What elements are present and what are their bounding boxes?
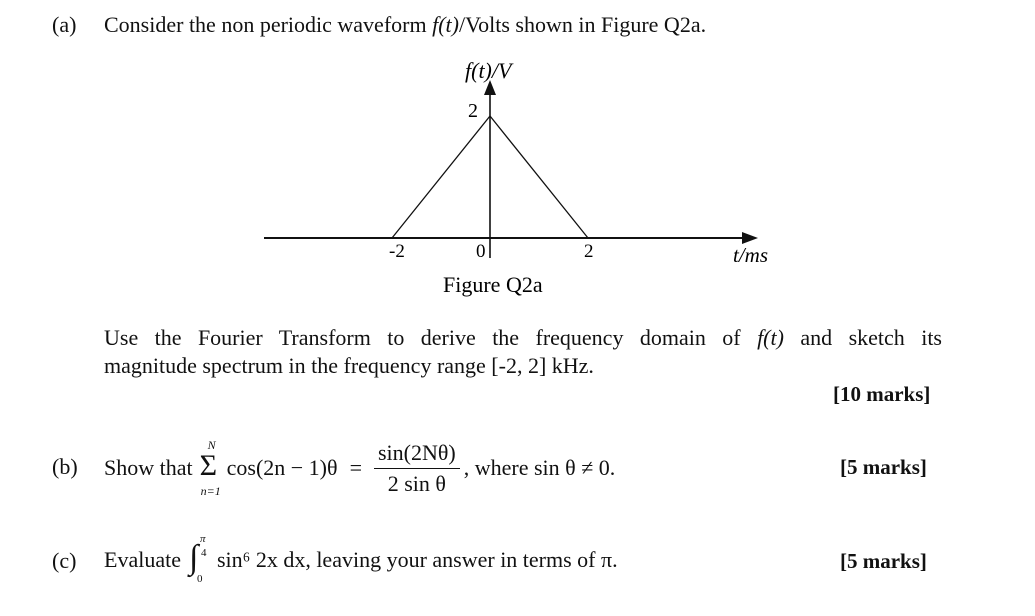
- qb-marks: [5 marks]: [840, 455, 927, 479]
- int-upper: π: [199, 533, 206, 545]
- sigma-icon: Σ: [199, 449, 218, 482]
- qc-line: [104, 532, 618, 588]
- qb-fraction: [374, 440, 460, 497]
- summation: [199, 438, 225, 498]
- qa-task-line1: [104, 325, 942, 351]
- qc-marks: [5 marks]: [840, 549, 927, 573]
- qa-marks: [10 marks]: [833, 382, 931, 406]
- qa-units: Volts shown in Figure Q2a.: [465, 12, 707, 37]
- qb-equals: =: [349, 455, 362, 480]
- qa-task-line2: magnitude spectrum in the frequency range [-2, 2] kHz.: [104, 353, 594, 378]
- qa-func: f(t): [432, 12, 459, 37]
- x-tick-0: 0: [476, 241, 486, 262]
- qc-label: (c): [52, 548, 77, 573]
- y-axis-label: f(t)/V: [465, 58, 512, 83]
- qa-task-b: and sketch its: [783, 325, 942, 350]
- x-axis-label: t/ms: [733, 243, 769, 267]
- x-tick-neg2: -2: [389, 241, 405, 262]
- int-upper-den: 4: [200, 547, 207, 559]
- integral: [189, 533, 209, 587]
- qc-integrand: sin⁶ 2x dx: [216, 547, 306, 572]
- qb-frac-den: 2 sin θ: [387, 470, 446, 496]
- qb-label: (b): [52, 454, 78, 479]
- qc-lead: Evaluate: [104, 547, 181, 572]
- qb-lead: Show that: [104, 455, 193, 480]
- figure-caption: Figure Q2a: [443, 272, 543, 297]
- qb-line: [104, 436, 615, 500]
- qa-task-func: f(t): [757, 325, 784, 350]
- qa-task-a: Use the Fourier Transform to derive the frequency domain of: [104, 325, 758, 350]
- qa-slash: /: [458, 12, 466, 37]
- sum-upper: N: [207, 438, 216, 452]
- qa-intro: Consider the non periodic waveform: [104, 12, 433, 37]
- int-lower: 0: [196, 573, 203, 585]
- x-tick-2: 2: [584, 241, 594, 262]
- peak-label: 2: [468, 100, 478, 122]
- qb-tail: , where sin θ ≠ 0.: [463, 455, 616, 480]
- integral-icon: ∫: [188, 539, 199, 576]
- qb-frac-num: sin(2Nθ): [374, 440, 460, 469]
- sum-lower: n=1: [200, 484, 221, 498]
- qc-tail: , leaving your answer in terms of π.: [305, 547, 618, 572]
- qa-label: (a): [52, 12, 77, 37]
- qb-summand: cos(2n − 1)θ: [226, 455, 338, 480]
